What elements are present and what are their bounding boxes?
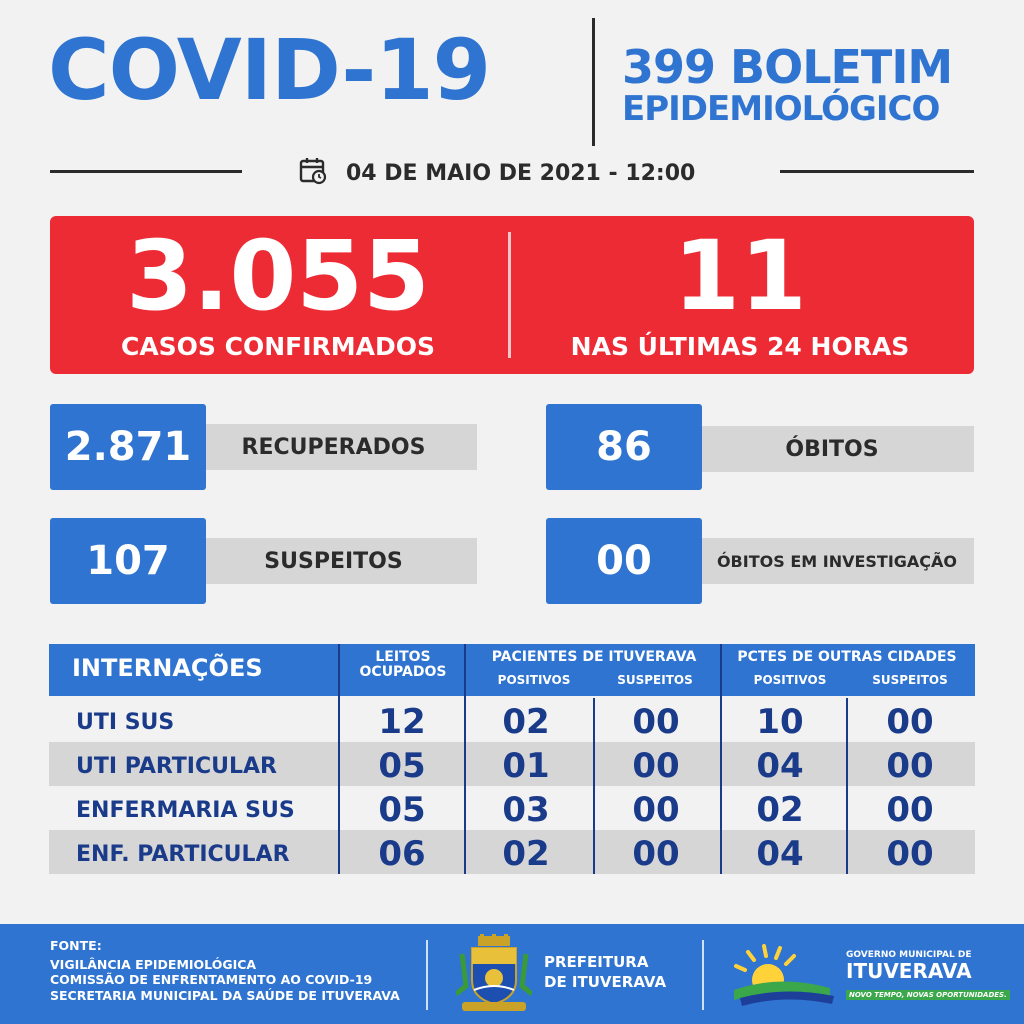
table-cell: 02 xyxy=(502,834,550,874)
city-coat-of-arms-icon xyxy=(456,934,532,1018)
table-cell: 00 xyxy=(886,790,934,830)
source-title: FONTE: xyxy=(50,938,102,953)
column-divider xyxy=(846,698,848,874)
page-title: COVID-19 xyxy=(48,21,491,119)
summary-divider xyxy=(508,232,511,358)
source-line: SECRETARIA MUNICIPAL DA SAÚDE DE ITUVERAVA xyxy=(50,987,400,1003)
gov-slogan: NOVO TEMPO, NOVAS OPORTUNIDADES. xyxy=(846,990,1010,1000)
bulletin-date: 04 DE MAIO DE 2021 - 12:00 xyxy=(346,160,696,186)
last24h-label: NAS ÚLTIMAS 24 HORAS xyxy=(570,332,910,361)
table-cell: 02 xyxy=(756,790,804,830)
suspects-label: SUSPEITOS xyxy=(190,538,477,584)
table-cell: 00 xyxy=(886,834,934,874)
header-divider xyxy=(592,18,595,146)
prefeitura-name xyxy=(544,952,666,993)
investigation-value: 00 xyxy=(546,518,702,604)
column-divider xyxy=(464,644,466,874)
confirmed-cases-label: CASOS CONFIRMADOS xyxy=(120,332,436,361)
confirmed-cases-value: 3.055 xyxy=(126,220,430,332)
sun-logo-icon xyxy=(730,940,840,1010)
table-cell: 10 xyxy=(756,702,804,742)
other-cities-header: PCTES DE OUTRAS CIDADES xyxy=(737,649,957,665)
table-cell: 00 xyxy=(632,702,680,742)
gov-city: ITUVERAVA xyxy=(846,959,972,983)
source-block xyxy=(50,938,400,1004)
table-cell: 00 xyxy=(632,834,680,874)
deaths-label: ÓBITOS xyxy=(690,426,974,472)
column-divider xyxy=(593,698,595,874)
table-cell: 05 xyxy=(378,790,426,830)
table-cell: 00 xyxy=(886,746,934,786)
gov-line: GOVERNO MUNICIPAL DE xyxy=(846,950,972,960)
date-line-right xyxy=(780,170,974,173)
source-line: VIGILÂNCIA EPIDEMIOLÓGICA xyxy=(50,956,257,972)
suspects-value: 107 xyxy=(50,518,206,604)
table-title: INTERNAÇÕES xyxy=(72,654,263,682)
source-line: COMISSÃO DE ENFRENTAMENTO AO COVID-19 xyxy=(50,972,373,988)
row-label-uti-particular: UTI PARTICULAR xyxy=(76,754,277,779)
bulletin-subtitle: EPIDEMIOLÓGICO xyxy=(622,89,940,129)
last24h-value: 11 xyxy=(673,220,807,332)
table-cell: 06 xyxy=(378,834,426,874)
prefeitura-line: DE ITUVERAVA xyxy=(544,973,667,992)
row-label-uti-sus: UTI SUS xyxy=(76,710,175,735)
table-cell: 00 xyxy=(632,746,680,786)
prefeitura-line: PREFEITURA xyxy=(544,953,649,971)
table-cell: 04 xyxy=(756,746,804,786)
bulletin-number: 399 BOLETIM xyxy=(622,40,953,94)
date-line-left xyxy=(50,170,242,173)
table-cell: 00 xyxy=(886,702,934,742)
column-divider xyxy=(720,644,722,874)
table-cell: 05 xyxy=(378,746,426,786)
row-label-enf-particular: ENF. PARTICULAR xyxy=(76,842,290,867)
table-cell: 12 xyxy=(378,702,426,742)
table-cell: 03 xyxy=(502,790,550,830)
beds-column-header: LEITOS OCUPADOS xyxy=(359,649,447,680)
column-divider xyxy=(338,644,340,874)
date-row xyxy=(298,156,695,190)
table-cell: 01 xyxy=(502,746,550,786)
calendar-clock-icon xyxy=(298,156,328,190)
table-cell: 00 xyxy=(632,790,680,830)
investigation-label: ÓBITOS EM INVESTIGAÇÃO xyxy=(700,538,974,584)
footer-divider xyxy=(702,940,704,1010)
local-positive-header: POSITIVOS xyxy=(497,673,571,687)
table-cell: 04 xyxy=(756,834,804,874)
footer-divider xyxy=(426,940,428,1010)
deaths-value: 86 xyxy=(546,404,702,490)
other-suspect-header: SUSPEITOS xyxy=(872,673,948,687)
local-suspect-header: SUSPEITOS xyxy=(617,673,693,687)
local-patients-header: PACIENTES DE ITUVERAVA xyxy=(491,649,697,665)
other-positive-header: POSITIVOS xyxy=(753,673,827,687)
government-logo-text xyxy=(846,950,1010,1001)
recovered-label: RECUPERADOS xyxy=(190,424,477,470)
row-label-enfermaria-sus: ENFERMARIA SUS xyxy=(76,798,295,823)
bulletin-title xyxy=(622,40,953,129)
recovered-value: 2.871 xyxy=(50,404,206,490)
table-cell: 02 xyxy=(502,702,550,742)
